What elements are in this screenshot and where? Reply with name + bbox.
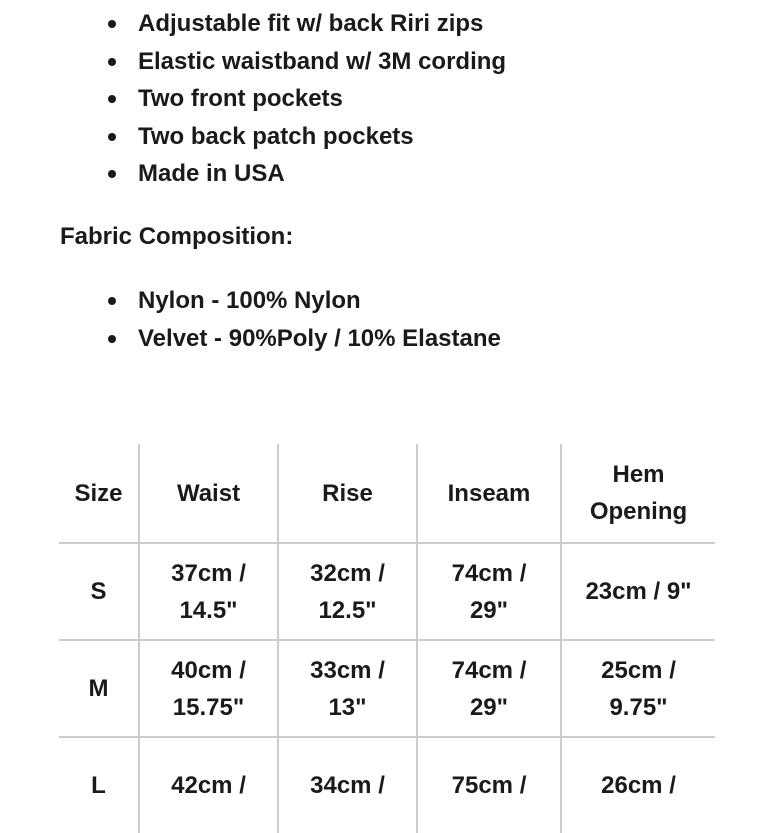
table-row bbox=[59, 543, 715, 640]
cell-line: 37cm / bbox=[171, 559, 246, 587]
cell-inseam bbox=[417, 543, 561, 640]
cell-line: 29" bbox=[469, 596, 509, 624]
cell-line: 14.5" bbox=[179, 596, 238, 624]
bullet-icon bbox=[108, 297, 116, 305]
fabric-list bbox=[108, 282, 501, 357]
feature-text: Adjustable fit w/ back Riri zips bbox=[138, 10, 484, 37]
table-row bbox=[59, 640, 715, 737]
cell-waist bbox=[139, 640, 278, 737]
cell-hem bbox=[561, 737, 715, 833]
cell-line: 42cm / bbox=[171, 772, 246, 799]
feature-item bbox=[108, 118, 506, 156]
cell-line: 29" bbox=[469, 693, 509, 721]
cell-line: 15.75" bbox=[172, 693, 245, 721]
cell-size: L bbox=[59, 737, 139, 833]
cell-size: M bbox=[59, 640, 139, 737]
header-hem-line2: Opening bbox=[589, 498, 688, 525]
cell-line: 74cm / bbox=[451, 559, 527, 587]
bullet-icon bbox=[108, 95, 116, 103]
cell-waist bbox=[139, 543, 278, 640]
header-hem-line1: Hem bbox=[612, 461, 665, 488]
bullet-icon bbox=[108, 133, 116, 141]
cell-hem bbox=[561, 543, 715, 640]
feature-text: Made in USA bbox=[138, 160, 285, 187]
cell-line: 33cm / bbox=[310, 656, 385, 684]
cell-line: 75cm / bbox=[451, 772, 527, 799]
bullet-icon bbox=[108, 170, 116, 178]
cell-waist bbox=[139, 737, 278, 833]
cell-line: 23cm / 9" bbox=[585, 578, 692, 605]
cell-rise bbox=[278, 543, 417, 640]
bullet-icon bbox=[108, 335, 116, 343]
fabric-text: Velvet - 90%Poly / 10% Elastane bbox=[138, 324, 501, 352]
feature-text: Two back patch pockets bbox=[138, 122, 414, 150]
cell-rise bbox=[278, 640, 417, 737]
cell-line: 13" bbox=[328, 693, 367, 721]
cell-inseam bbox=[417, 640, 561, 737]
header-inseam: Inseam bbox=[417, 444, 561, 543]
fabric-item bbox=[108, 320, 501, 358]
cell-line: 34cm / bbox=[310, 772, 385, 799]
fabric-item bbox=[108, 282, 501, 320]
bullet-icon bbox=[108, 20, 116, 28]
cell-line: 12.5" bbox=[318, 596, 377, 624]
fabric-composition-heading: Fabric Composition: bbox=[60, 223, 294, 250]
table-header-row bbox=[59, 444, 715, 543]
cell-line: 40cm / bbox=[171, 656, 246, 684]
features-list bbox=[108, 5, 506, 193]
cell-line: 9.75" bbox=[609, 693, 668, 721]
table-row bbox=[59, 737, 715, 833]
cell-inseam bbox=[417, 737, 561, 833]
bullet-icon bbox=[108, 58, 116, 66]
feature-text: Two front pockets bbox=[138, 85, 343, 112]
header-hem-opening bbox=[561, 444, 715, 543]
feature-item bbox=[108, 43, 506, 81]
cell-hem bbox=[561, 640, 715, 737]
feature-item bbox=[108, 5, 506, 43]
cell-line: 74cm / bbox=[451, 656, 527, 684]
feature-item bbox=[108, 155, 506, 193]
feature-text: Elastic waistband w/ 3M cording bbox=[138, 47, 507, 75]
header-waist: Waist bbox=[139, 444, 278, 543]
header-rise: Rise bbox=[278, 444, 417, 543]
cell-rise bbox=[278, 737, 417, 833]
feature-item bbox=[108, 80, 506, 118]
cell-size: S bbox=[59, 543, 139, 640]
cell-line: 25cm / bbox=[601, 656, 676, 684]
fabric-text: Nylon - 100% Nylon bbox=[138, 287, 361, 314]
cell-line: 32cm / bbox=[310, 559, 385, 587]
cell-line: 26cm / bbox=[601, 772, 676, 799]
header-size: Size bbox=[74, 479, 123, 507]
